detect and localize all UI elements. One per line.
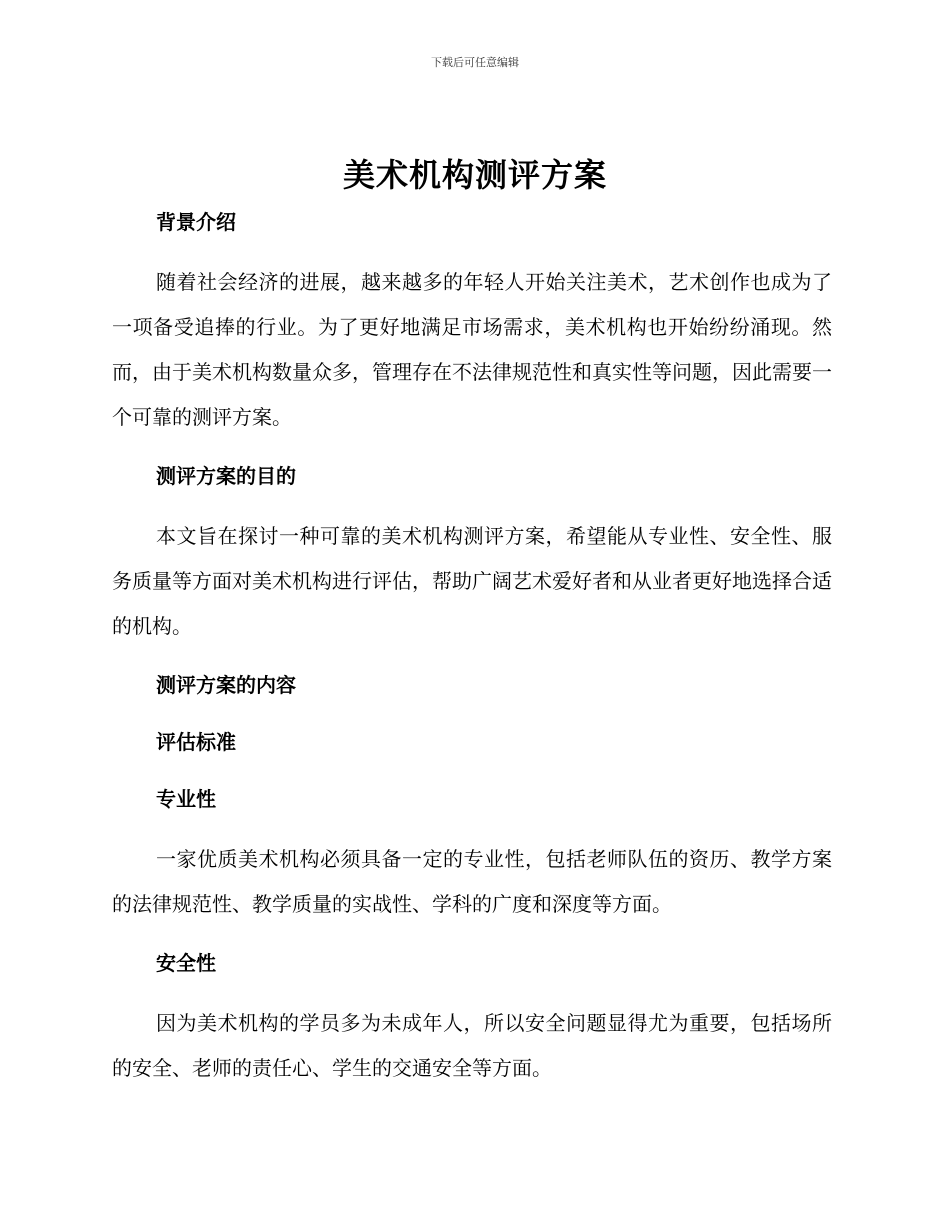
section-heading-background: 背景介绍 [156,210,236,234]
section-heading-safety: 安全性 [156,951,216,975]
document-title: 美术机构测评方案 [342,156,607,194]
paragraph-professionalism: 一家优质美术机构必须具备一定的专业性，包括老师队伍的资历、教学方案的法律规范性、教学质量的实战性、学科的广度和深度等方面。 [112,847,832,916]
paragraph-safety: 因为美术机构的学员多为未成年人，所以安全问题显得尤为重要，包括场所的安全、老师的责任心、学生的交通安全等方面。 [112,1011,832,1080]
section-heading-criteria: 评估标准 [156,730,236,754]
section-heading-professionalism: 专业性 [156,787,216,811]
paragraph-background: 随着社会经济的进展，越来越多的年轻人开始关注美术，艺术创作也成为了一项备受追捧的行业。为了更好地满足市场需求，美术机构也开始纷纷涌现。然而，由于美术机构数量众多，管理存在不法律规范性和真实性等问题，因此需要一个可靠的测评方案。 [112,270,832,429]
section-heading-purpose: 测评方案的目的 [156,464,296,488]
paragraph-purpose: 本文旨在探讨一种可靠的美术机构测评方案，希望能从专业性、安全性、服务质量等方面对美术机构进行评估，帮助广阔艺术爱好者和从业者更好地选择合适的机构。 [112,524,832,638]
header-note: 下载后可任意编辑 [431,56,519,69]
document-body [112,204,832,1091]
section-heading-content: 测评方案的内容 [156,673,296,697]
